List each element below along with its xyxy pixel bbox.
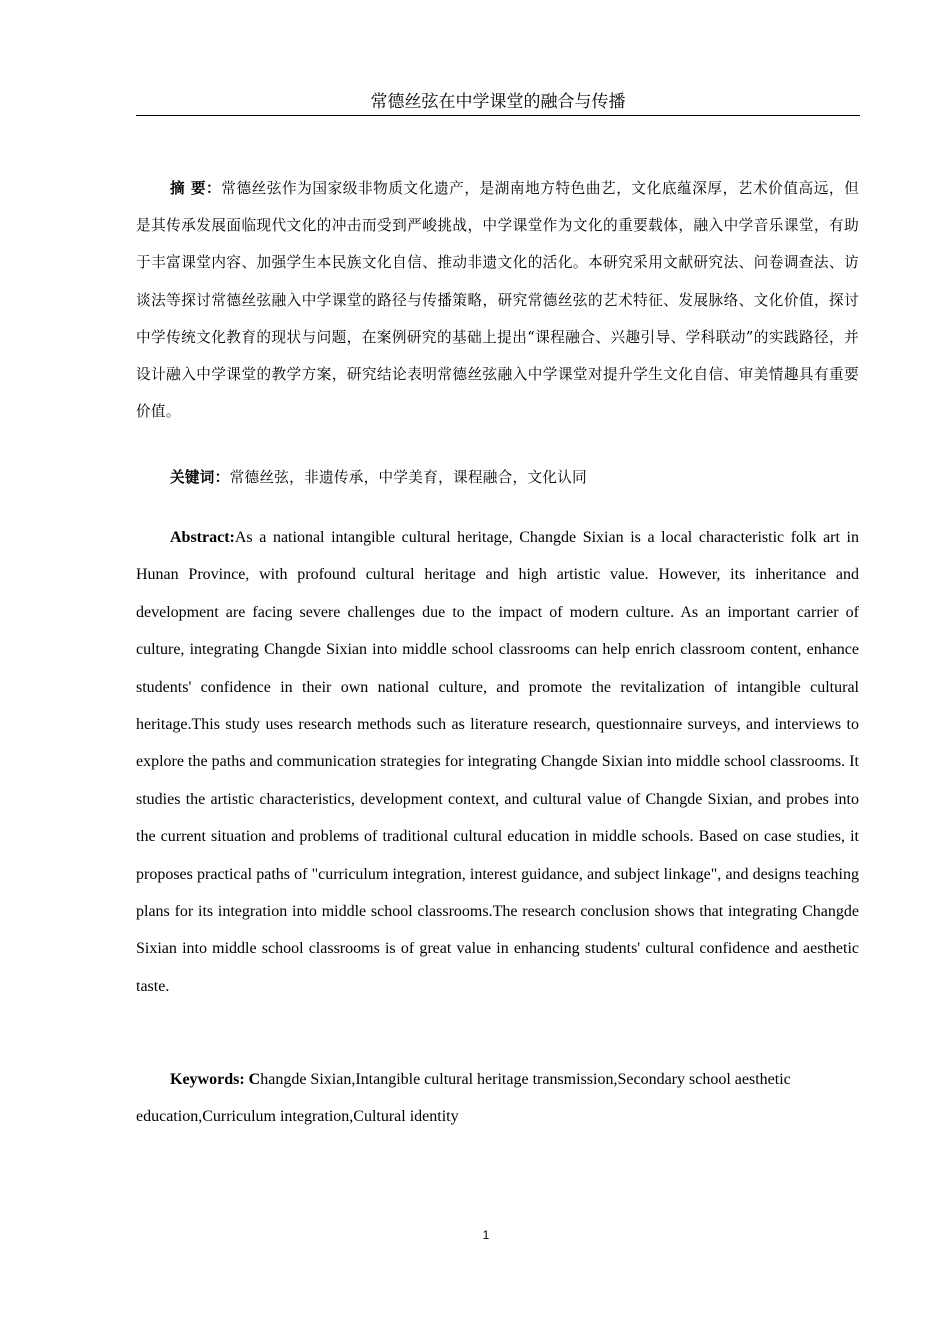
english-keywords-label: Keywords: C <box>170 1071 261 1088</box>
page-header-title: 常德丝弦在中学课堂的融合与传播 <box>136 90 860 116</box>
english-keywords-text: hangde Sixian,Intangible cultural heritage transmission,Secondary school aesthetic education,Curriculum integration,Cultural identity <box>136 1071 791 1126</box>
chinese-abstract-text: 常德丝弦作为国家级非物质文化遗产，是湖南地方特色曲艺，文化底蕴深厚，艺术价值高远，但是其传承发展面临现代文化的冲击而受到严峻挑战，中学课堂作为文化的重要载体，融入中学音乐课堂，有助于丰富课堂内容、加强学生本民族文化自信、推动非遗文化的活化。本研究采用文献研究法、问卷调查法、访谈法等探讨常德丝弦融入中学课堂的路径与传播策略，研究常德丝弦的艺术特征、发展脉络、文化价值，探讨中学传统文化教育的现状与问题，在案例研究的基础上提出“课程融合、兴趣引导、学科联动”的实践路径，并设计融入中学课堂的教学方案，研究结论表明常德丝弦融入中学课堂对提升学生文化自信、审美情趣具有重要价值。 <box>136 180 860 421</box>
english-abstract-label: Abstract: <box>170 529 235 546</box>
english-keywords <box>136 1061 859 1136</box>
english-abstract-text: As a national intangible cultural heritage, Changde Sixian is a local characteristic folk art in Hunan Province, with profound cultural heritage and high artistic value. However, its inheritance and development are facing severe challenges due to the impact of modern culture. As an important carrier of culture, integrating Changde Sixian into middle school classrooms can help enrich classroom content, enhance students' confidence in their own national culture, and promote the revitalization of intangible cultural heritage.This study uses research methods such as literature research, questionnaire surveys, and interviews to explore the paths and communication strategies for integrating Changde Sixian into middle school classrooms. It studies the artistic characteristics, development context, and cultural value of Changde Sixian, and probes into the current situation and problems of traditional cultural education in middle schools. Based on case studies, it proposes practical paths of "curriculum integration, interest guidance, and subject linkage", and designs teaching plans for its integration into middle school classrooms.The research conclusion shows that integrating Changde Sixian into middle school classrooms is of great value in enhancing students' cultural confidence and aesthetic taste. <box>136 529 859 995</box>
chinese-abstract <box>136 170 859 430</box>
chinese-keywords-text: 常德丝弦，非遗传承，中学美育，课程融合，文化认同 <box>229 469 588 486</box>
english-abstract <box>136 519 859 1005</box>
chinese-keywords-label: 关键词： <box>170 469 230 486</box>
page-number: 1 <box>482 1228 490 1242</box>
chinese-keywords <box>136 462 859 494</box>
chinese-abstract-label: 摘 要： <box>170 180 222 197</box>
